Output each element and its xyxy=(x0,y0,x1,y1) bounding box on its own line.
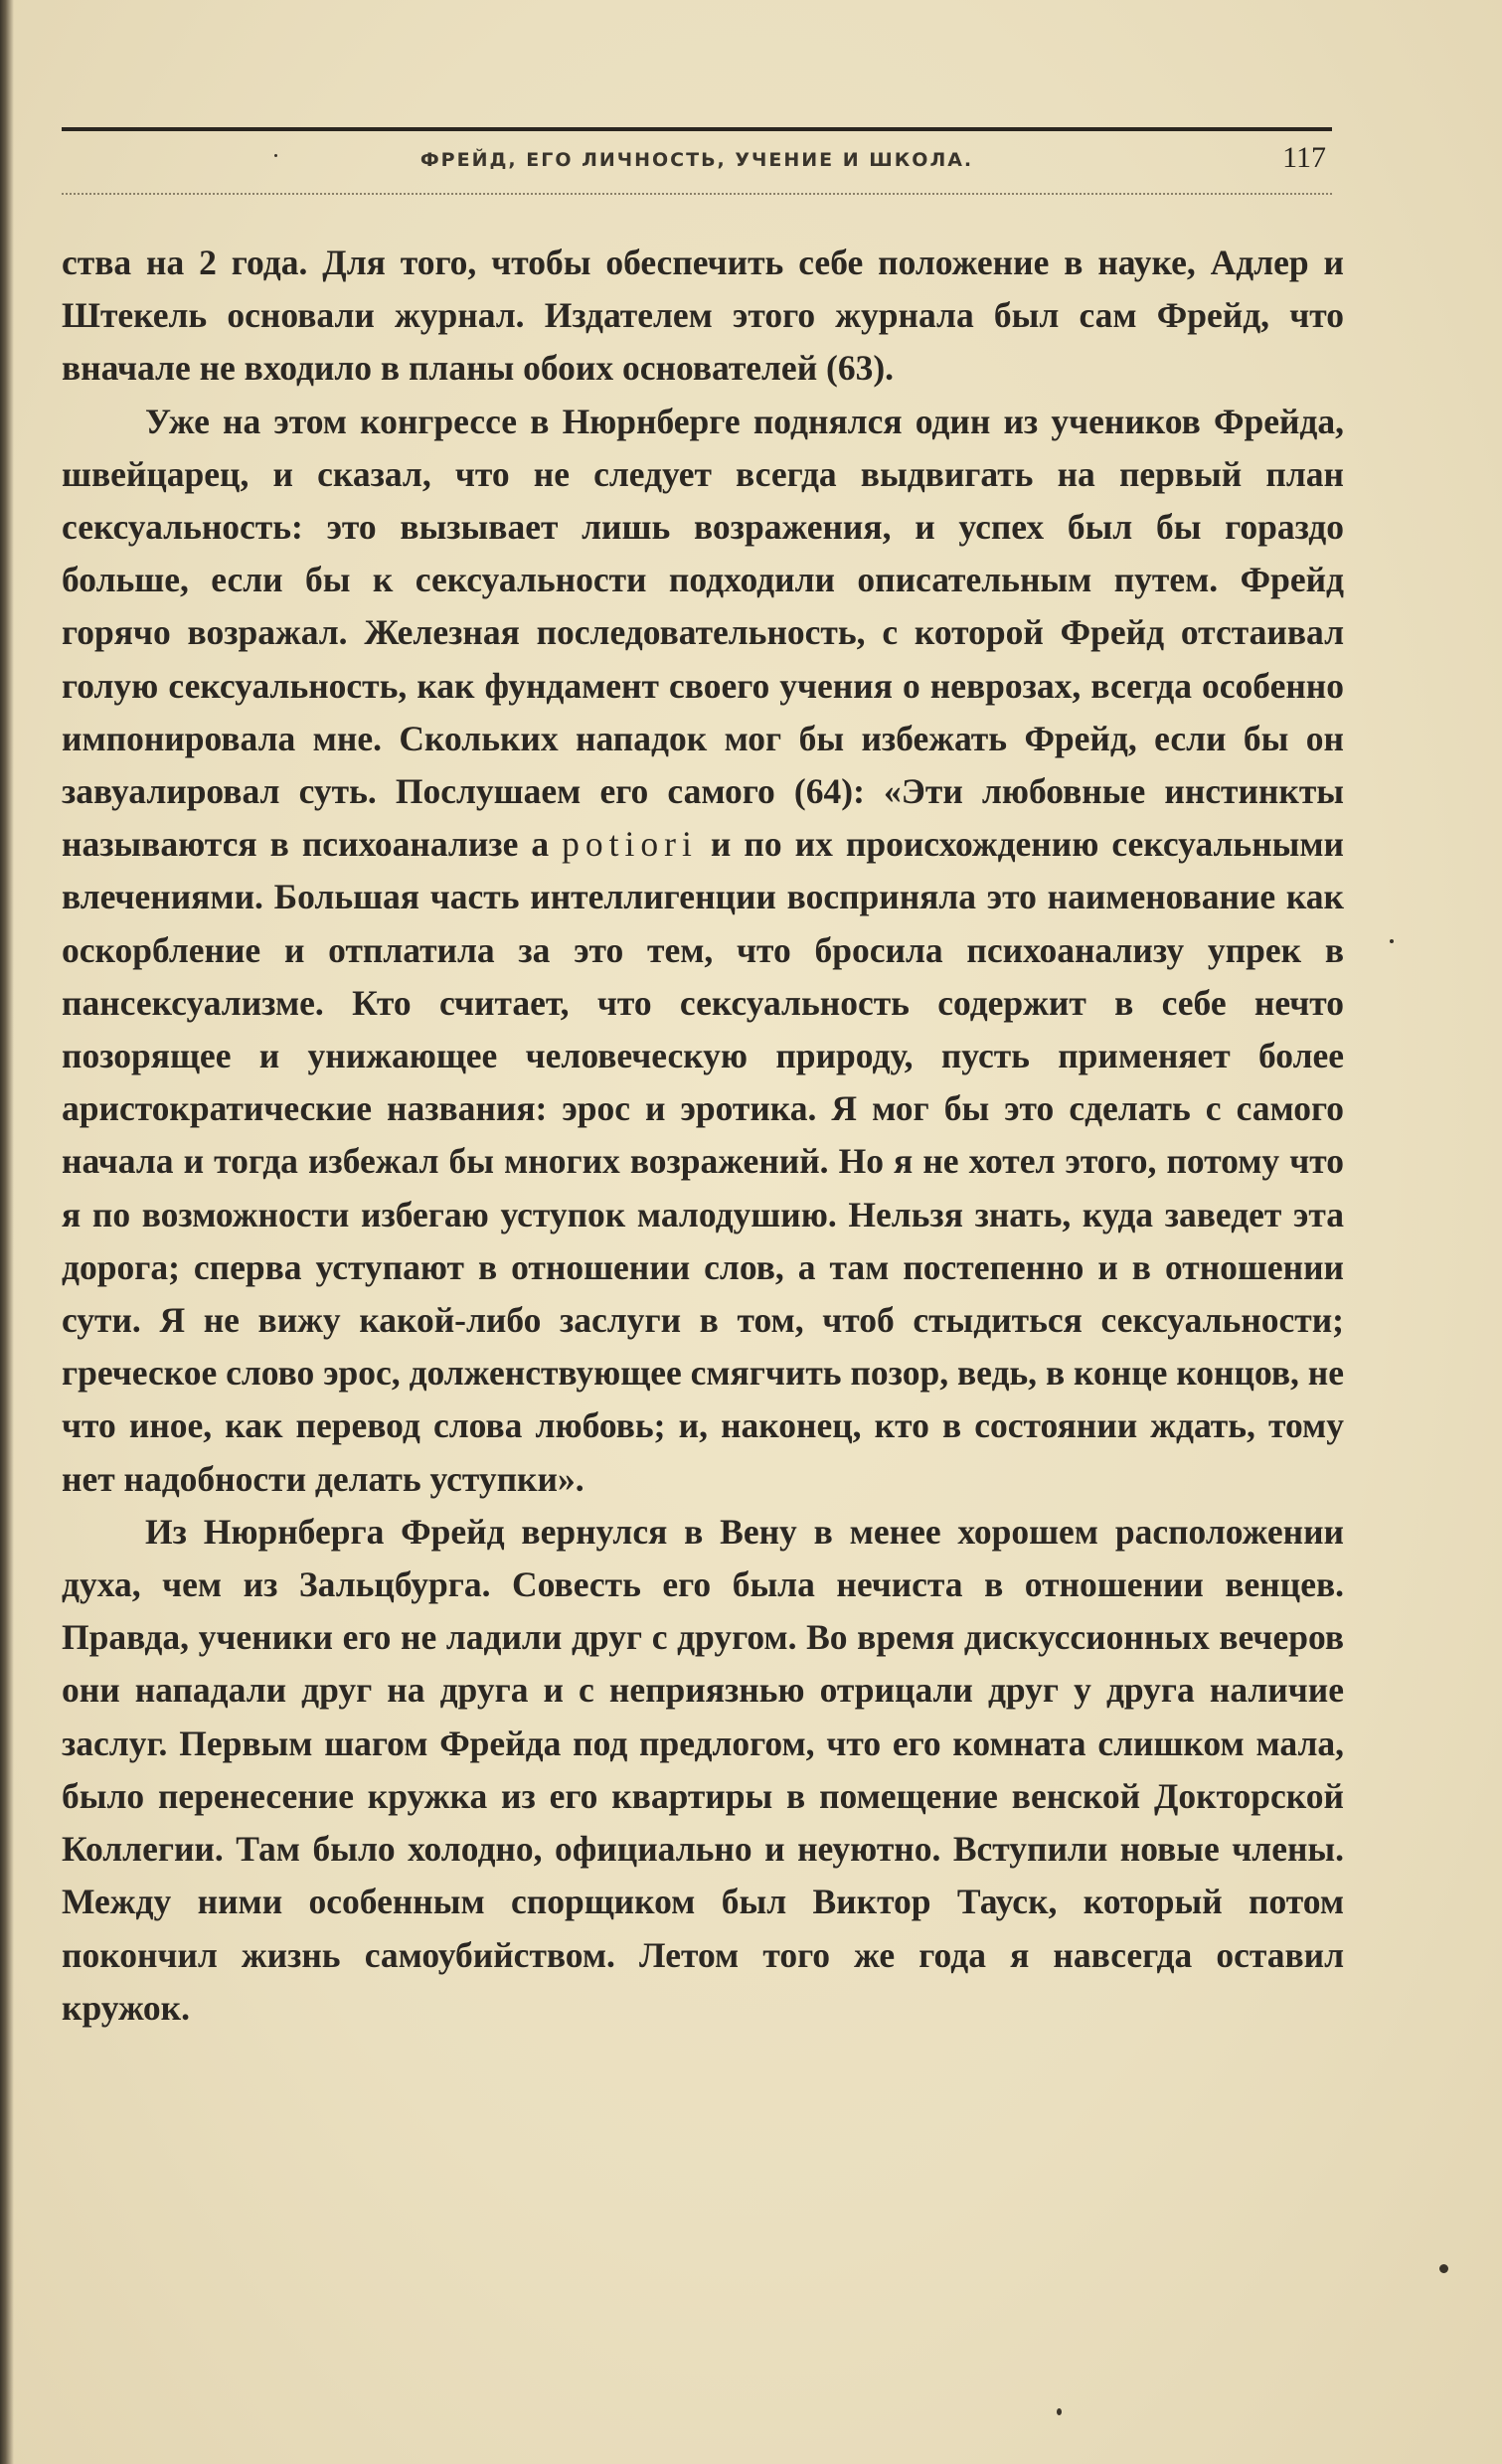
spine-shadow xyxy=(0,0,14,2464)
ink-speck xyxy=(1439,2264,1448,2273)
body-text xyxy=(62,237,1344,2035)
paragraph-3: Из Нюрнберга Фрейд вернулся в Вену в менее хорошем расположении духа, чем из Зальцбурга. Совесть его была нечиста в отношении венцев. Правда, ученики его не ладили друг с другом. Во время дискуссионных вечеров они нападали друг на друга и с неприязнью отрицали друг у друга наличие заслуг. Первым шагом Фрейда под предлогом, что его комната слишком мала, было перенесение кружка из его квартиры в помещение венской Докторской Коллегии. Там было холодно, официально и неуютно. Вступили новые члены. Между ними особенным спорщиком был Виктор Тауск, который потом покончил жизнь самоубийством. Летом того же года я навсегда оставил кружок. xyxy=(62,1511,1344,2028)
running-title: ФРЕЙД, ЕГО ЛИЧНОСТЬ, УЧЕНИЕ И ШКОЛА. xyxy=(419,149,974,171)
header-rule-bottom xyxy=(62,193,1332,195)
page-number: 117 xyxy=(1282,141,1326,174)
paragraph-1: ства на 2 года. Для того, чтобы обеспечить себе положение в науке, Адлер и Штекель основали журнал. Издателем этого журнала был сам Фрейд, что вначале не входило в планы обоих основателей (63). xyxy=(62,243,1344,389)
ink-speck xyxy=(1057,2408,1062,2415)
paragraph-2-part-a: Уже на этом конгрессе в Нюрнберге поднялся один из учеников Фрейда, швейцарец, и сказал, что не следует всегда выдвигать на первый план сексуальность: это вызывает лишь возражения, и успех был бы гораздо больше, если бы к сексуальности подходили описательным путем. Фрейд горячо возражал. Железная последовательность, с которой Фрейд отстаивал голую сексуальность, как фундамент своего учения о неврозах, всегда особенно импонировала мне. Скольких нападок мог бы избежать Фрейд, если бы он завуалировал суть. Послушаем его самого (64): «Эти любовные инстинкты называются в психоанализе а xyxy=(62,401,1344,865)
header-rule-top xyxy=(62,127,1332,131)
ink-speck xyxy=(274,154,277,157)
paragraph-2 xyxy=(62,396,1344,1506)
page-header xyxy=(62,127,1332,199)
paragraph-2-part-b: и по их происхождению сексуальными влечениями. Большая часть интеллигенции восприняла это наименование как оскорбление и отплатила за это тем, что бросила психоанализу упрек в пансексуализме. Кто считает, что сексуальность содержит в себе нечто позорящее и унижающее человеческую природу, пусть применяет более аристократические названия: эрос и эротика. Я мог бы это сделать с самого начала и тогда избежал бы многих возражений. Но я не хотел этого, потому что я по возможности избегаю уступок малодушию. Нельзя знать, куда заведет эта дорога; сперва уступают в отношении слов, а там постепенно и в отношении сути. Я не вижу какой-либо заслуги в том, чтоб стыдиться сексуальности; греческое слово эрос, долженствующее смягчить позор, ведь, в конце концов, не что иное, как перевод слова любовь; и, наконец, кто в состоянии ждать, тому нет надобности делать уступки». xyxy=(62,824,1345,1499)
ink-speck xyxy=(1390,939,1394,943)
latin-phrase: potiori xyxy=(562,824,698,865)
